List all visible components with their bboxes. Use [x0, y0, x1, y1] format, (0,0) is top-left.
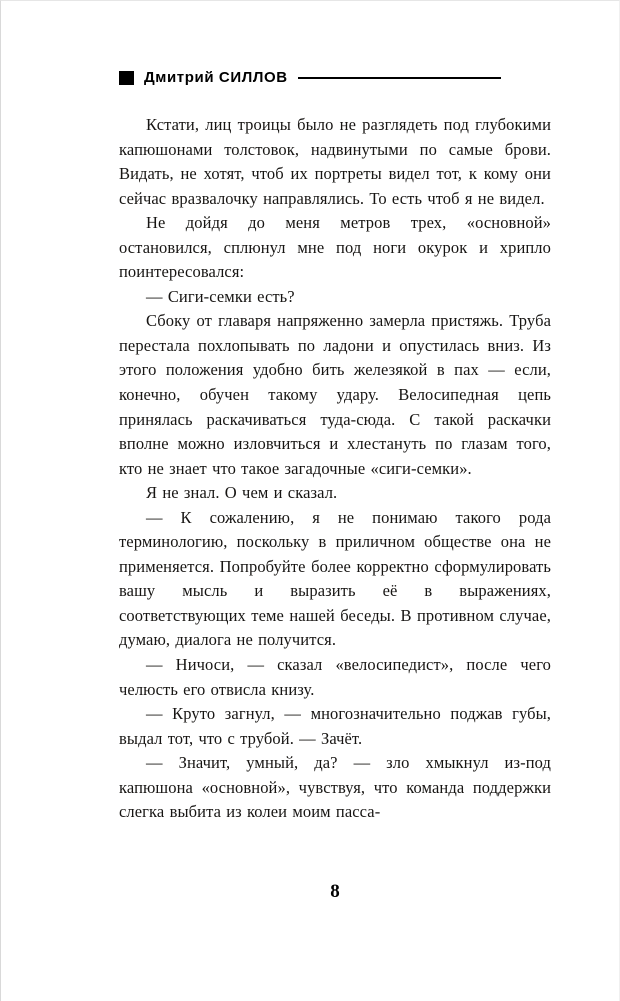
page-number: 8	[330, 881, 340, 902]
header-rule	[298, 77, 501, 79]
paragraph-dialogue: — Значит, умный, да? — зло хмыкнул из-под капюшона «основной», чувствуя, что команда поддержки слегка выбита из колеи моим пасса-	[119, 753, 551, 822]
paragraph-dialogue: — Сиги-семки есть?	[146, 286, 295, 306]
paragraph: Я не знал. О чем и сказал.	[146, 483, 338, 503]
paragraph-dialogue: — К сожалению, я не понимаю такого рода терминологию, поскольку в приличном обществе она не применяется. Попробуйте более корректно сформулировать вашу мысль и выразить её в выражениях, соответствующих теме нашей беседы. В противном случае, думаю, диалога не получится.	[119, 507, 551, 650]
paragraph-dialogue: — Ничоси, — сказал «велосипедист», после чего челюсть его отвисла книзу.	[119, 655, 551, 699]
paragraph: Сбоку от главаря напряженно замерла пристяжь. Труба перестала похлопывать по ладони и опустилась вниз. Из этого положения удобно бить железякой в пах — если, конечно, обучен такому удару. Велосипедная цепь принялась раскачиваться туда-сюда. С такой раскачки вполне можно изловчиться и хлестануть по глазам того, кто не знает что такое загадочные «сиги-семки».	[119, 311, 551, 478]
running-head	[119, 69, 501, 86]
black-square-icon	[119, 71, 134, 85]
paragraph: Не дойдя до меня метров трех, «основной» остановился, сплюнул мне под ноги окурок и хрипло поинтересовался:	[119, 213, 551, 282]
paragraph-dialogue: — Круто загнул, — многозначительно поджав губы, выдал тот, что с трубой. — Зачёт.	[119, 704, 551, 748]
paragraph: Кстати, лиц троицы было не разглядеть под глубокими капюшонами толстовок, надвинутыми по самые брови. Видать, не хотят, чтоб их портреты видел тот, к кому они сейчас вразвалочку направлялись. То есть чтоб я не видел.	[119, 115, 551, 208]
body-text	[119, 113, 551, 825]
author-name: Дмитрий СИЛЛОВ	[144, 69, 288, 86]
